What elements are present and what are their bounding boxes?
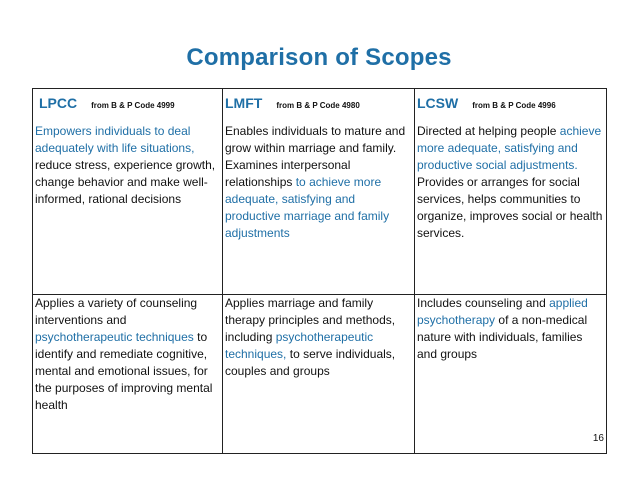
lmft-methods-highlight: psychotherapeutic techniques, <box>225 330 374 361</box>
lcsw-methods-text-2: of a non-medical nature with individuals, families and groups <box>417 313 588 361</box>
comparison-table <box>32 88 607 454</box>
lpcc-scope-text: reduce stress, experience growth, change behavior and make well-informed, rational decisions <box>35 158 216 206</box>
lcsw-code: from B & P Code 4996 <box>472 101 556 110</box>
lcsw-methods-text: Includes counseling and <box>417 296 546 310</box>
lpcc-label: LPCC <box>39 95 78 111</box>
cell-lmft-scope <box>223 89 415 295</box>
cell-lpcc-methods <box>33 295 223 454</box>
lmft-scope-text: Enables individuals to mature and grow within marriage and family. Examines interpersonal relationships <box>225 124 406 189</box>
lcsw-scope-highlight: achieve more adequate, satisfying and productive social adjustments. <box>417 124 602 172</box>
lpcc-methods-highlight: psychotherapeutic techniques <box>35 330 194 344</box>
page-number: 16 <box>592 433 604 444</box>
lcsw-label: LCSW <box>417 95 459 111</box>
slide-title: Comparison of Scopes <box>186 44 452 71</box>
lcsw-scope-text: Directed at helping people <box>417 124 557 138</box>
column-header-lpcc <box>35 89 220 123</box>
lpcc-methods-text-2: to identify and remediate cognitive, mental and emotional issues, for the purposes of improving mental health <box>35 330 213 412</box>
lcsw-methods-highlight: applied psychotherapy <box>417 296 588 327</box>
cell-lcsw-scope <box>415 89 607 295</box>
lpcc-code: from B & P Code 4999 <box>91 101 175 110</box>
lpcc-scope-highlight: Empowers individuals to deal adequately with life situations, <box>35 124 195 155</box>
column-header-lmft <box>225 89 412 123</box>
table-row-scope <box>33 89 607 295</box>
lmft-label: LMFT <box>225 95 263 111</box>
lmft-methods-text: Applies marriage and family therapy principles and methods, including <box>225 296 396 344</box>
lcsw-scope-text-2: Provides or arranges for social services, helps communities to organize, improves social or health services. <box>417 175 603 240</box>
lpcc-methods-text: Applies a variety of counseling interventions and <box>35 296 198 327</box>
lmft-scope-highlight: achieve more adequate, satisfying and productive marriage and family adjustments <box>225 175 390 240</box>
cell-lpcc-scope <box>33 89 223 295</box>
table-row-methods <box>33 295 607 454</box>
lmft-scope-to: to <box>295 175 306 189</box>
cell-lcsw-methods <box>415 295 607 454</box>
lmft-code: from B & P Code 4980 <box>276 101 360 110</box>
column-header-lcsw <box>417 89 604 123</box>
cell-lmft-methods <box>223 295 415 454</box>
lmft-methods-text-2: to serve individuals, couples and groups <box>225 347 396 378</box>
